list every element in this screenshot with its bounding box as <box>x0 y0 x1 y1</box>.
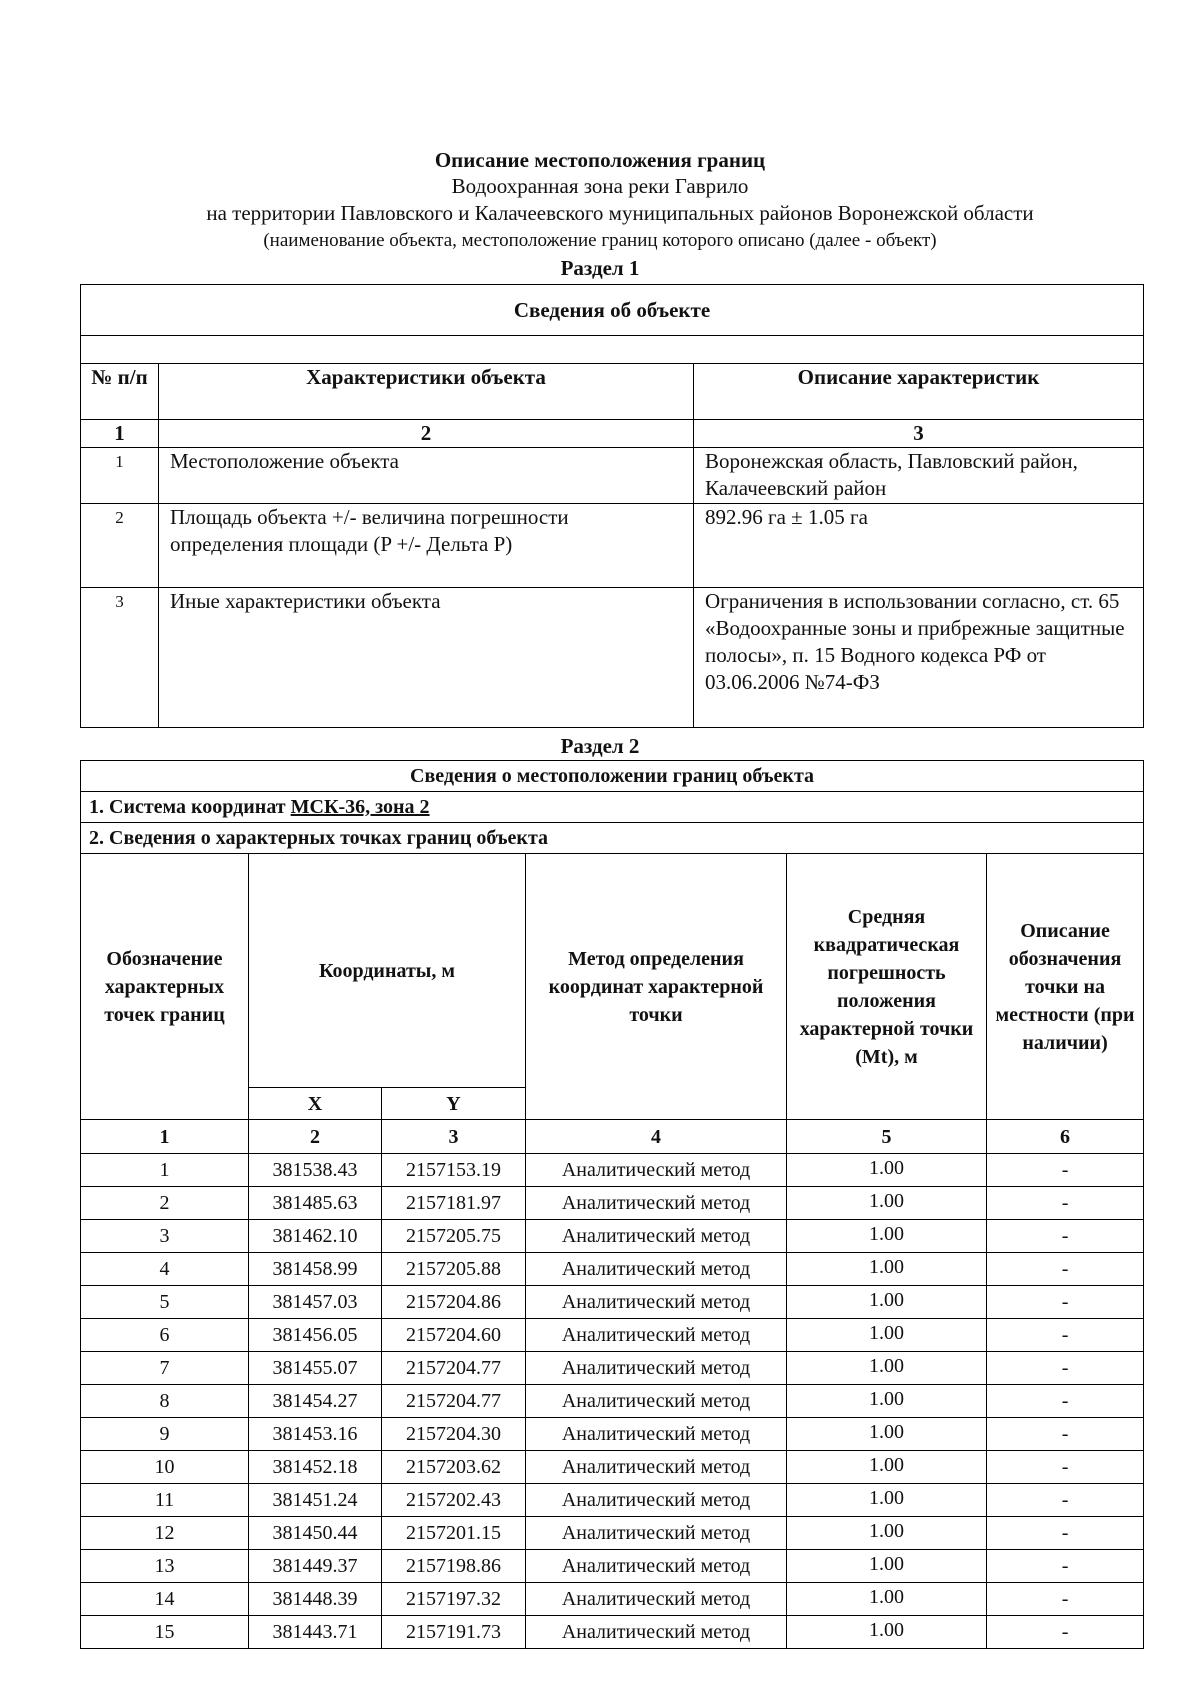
point-description: - <box>987 1484 1144 1517</box>
col-header-coords: Координаты, м <box>249 854 526 1088</box>
characteristic-value: Воронежская область, Павловский район, Калачеевский район <box>694 448 1144 504</box>
row-number: 2 <box>81 504 159 588</box>
method: Аналитический метод <box>526 1517 787 1550</box>
point-description: - <box>987 1583 1144 1616</box>
point-number: 9 <box>81 1418 249 1451</box>
col-number: 4 <box>526 1120 787 1154</box>
coord-x: 381455.07 <box>249 1352 382 1385</box>
mt-error: 1.00 <box>787 1352 987 1385</box>
coord-system-row <box>81 792 1144 823</box>
characteristic-value: Ограничения в использовании согласно, ст. 65 «Водоохранные зоны и прибрежные защитные полосы», п. 15 Водного кодекса РФ от 03.06.2006 №74-ФЗ <box>694 588 1144 728</box>
table-row <box>81 1154 1144 1187</box>
coord-y: 2157205.88 <box>382 1253 526 1286</box>
table-row <box>81 1616 1144 1649</box>
col-number: 6 <box>987 1120 1144 1154</box>
coord-x: 381454.27 <box>249 1385 382 1418</box>
method: Аналитический метод <box>526 1583 787 1616</box>
mt-error: 1.00 <box>787 1319 987 1352</box>
coord-x: 381485.63 <box>249 1187 382 1220</box>
section1-label: Раздел 1 <box>560 256 640 280</box>
col-header-error: Средняя квадратическая погрешность положения характерной точки (Mt), м <box>787 854 987 1120</box>
col-number: 5 <box>787 1120 987 1154</box>
point-number: 3 <box>81 1220 249 1253</box>
coord-y: 2157204.77 <box>382 1352 526 1385</box>
point-number: 12 <box>81 1517 249 1550</box>
table-row <box>81 1286 1144 1319</box>
territory-line: на территории Павловского и Калачеевского муниципальных районов Воронежской области <box>206 201 1034 225</box>
method: Аналитический метод <box>526 1616 787 1649</box>
table-row <box>81 1583 1144 1616</box>
coord-x: 381462.10 <box>249 1220 382 1253</box>
coord-y: 2157204.30 <box>382 1418 526 1451</box>
method: Аналитический метод <box>526 1550 787 1583</box>
object-caption: (наименование объекта, местоположение границ которого описано (далее - объект) <box>263 230 937 251</box>
mt-error: 1.00 <box>787 1385 987 1418</box>
mt-error: 1.00 <box>787 1484 987 1517</box>
coord-system-value: МСК-36, зона 2 <box>290 796 430 818</box>
point-number: 8 <box>81 1385 249 1418</box>
col-header-description: Описание характеристик <box>694 364 1144 420</box>
section1-title: Сведения об объекте <box>81 285 1144 336</box>
empty-row <box>81 336 1144 364</box>
point-description: - <box>987 1253 1144 1286</box>
col-number: 3 <box>382 1120 526 1154</box>
coord-y: 2157181.97 <box>382 1187 526 1220</box>
coord-x: 381448.39 <box>249 1583 382 1616</box>
method: Аналитический метод <box>526 1319 787 1352</box>
method: Аналитический метод <box>526 1220 787 1253</box>
point-number: 14 <box>81 1583 249 1616</box>
col-header-description: Описание обозначения точки на местности (при наличии) <box>987 854 1144 1120</box>
coord-x: 381443.71 <box>249 1616 382 1649</box>
col-header-x: X <box>249 1088 382 1120</box>
characteristic-value: 892.96 га ± 1.05 га <box>694 504 1144 588</box>
point-number: 7 <box>81 1352 249 1385</box>
mt-error: 1.00 <box>787 1451 987 1484</box>
table-row <box>81 1385 1144 1418</box>
point-number: 2 <box>81 1187 249 1220</box>
point-description: - <box>987 1550 1144 1583</box>
point-number: 5 <box>81 1286 249 1319</box>
coord-system-prefix: 1. Система координат <box>89 796 291 818</box>
col-header-point: Обозначение характерных точек границ <box>81 854 249 1120</box>
point-description: - <box>987 1418 1144 1451</box>
coord-x: 381457.03 <box>249 1286 382 1319</box>
coord-y: 2157197.32 <box>382 1583 526 1616</box>
table-row <box>81 1451 1144 1484</box>
col-number: 3 <box>694 420 1144 448</box>
point-description: - <box>987 1286 1144 1319</box>
method: Аналитический метод <box>526 1187 787 1220</box>
method: Аналитический метод <box>526 1352 787 1385</box>
row-number: 1 <box>81 448 159 504</box>
col-header-characteristics: Характеристики объекта <box>159 364 694 420</box>
coord-y: 2157198.86 <box>382 1550 526 1583</box>
col-number: 2 <box>159 420 694 448</box>
point-number: 10 <box>81 1451 249 1484</box>
coord-y: 2157201.15 <box>382 1517 526 1550</box>
method: Аналитический метод <box>526 1418 787 1451</box>
col-header-y: Y <box>382 1088 526 1120</box>
coord-x: 381538.43 <box>249 1154 382 1187</box>
col-header-num: № п/п <box>81 364 159 420</box>
coord-x: 381453.16 <box>249 1418 382 1451</box>
point-description: - <box>987 1616 1144 1649</box>
coord-y: 2157203.62 <box>382 1451 526 1484</box>
method: Аналитический метод <box>526 1286 787 1319</box>
object-info-table <box>80 284 1144 728</box>
table-row <box>81 1418 1144 1451</box>
method: Аналитический метод <box>526 1385 787 1418</box>
point-number: 6 <box>81 1319 249 1352</box>
table-row <box>81 1187 1144 1220</box>
col-number: 1 <box>81 1120 249 1154</box>
mt-error: 1.00 <box>787 1220 987 1253</box>
row-number: 3 <box>81 588 159 728</box>
point-number: 11 <box>81 1484 249 1517</box>
coord-y: 2157204.77 <box>382 1385 526 1418</box>
object-name: Водоохранная зона реки Гаврило <box>451 174 749 198</box>
boundary-points-table <box>80 760 1144 1649</box>
coord-x: 381452.18 <box>249 1451 382 1484</box>
mt-error: 1.00 <box>787 1253 987 1286</box>
coord-y: 2157204.60 <box>382 1319 526 1352</box>
point-description: - <box>987 1451 1144 1484</box>
points-title: 2. Сведения о характерных точках границ объекта <box>81 823 1144 854</box>
col-number: 1 <box>81 420 159 448</box>
point-description: - <box>987 1187 1144 1220</box>
table-row <box>81 1550 1144 1583</box>
characteristic-name: Местоположение объекта <box>159 448 694 504</box>
point-description: - <box>987 1352 1144 1385</box>
characteristic-name: Иные характеристики объекта <box>159 588 694 728</box>
characteristic-name: Площадь объекта +/- величина погрешности определения площади (P +/- Дельта P) <box>159 504 694 588</box>
point-description: - <box>987 1154 1144 1187</box>
point-number: 13 <box>81 1550 249 1583</box>
mt-error: 1.00 <box>787 1154 987 1187</box>
table-row <box>81 1253 1144 1286</box>
table-row <box>81 1319 1144 1352</box>
method: Аналитический метод <box>526 1253 787 1286</box>
table-row <box>81 1517 1144 1550</box>
coord-y: 2157202.43 <box>382 1484 526 1517</box>
coord-y: 2157205.75 <box>382 1220 526 1253</box>
mt-error: 1.00 <box>787 1187 987 1220</box>
coord-y: 2157191.73 <box>382 1616 526 1649</box>
point-description: - <box>987 1220 1144 1253</box>
coord-x: 381450.44 <box>249 1517 382 1550</box>
coord-x: 381451.24 <box>249 1484 382 1517</box>
coord-y: 2157153.19 <box>382 1154 526 1187</box>
coord-x: 381458.99 <box>249 1253 382 1286</box>
point-description: - <box>987 1385 1144 1418</box>
section2-label: Раздел 2 <box>560 734 640 758</box>
mt-error: 1.00 <box>787 1517 987 1550</box>
mt-error: 1.00 <box>787 1616 987 1649</box>
col-number: 2 <box>249 1120 382 1154</box>
mt-error: 1.00 <box>787 1583 987 1616</box>
point-description: - <box>987 1517 1144 1550</box>
section2-title: Сведения о местоположении границ объекта <box>81 761 1144 792</box>
coord-x: 381449.37 <box>249 1550 382 1583</box>
table-row <box>81 1352 1144 1385</box>
method: Аналитический метод <box>526 1451 787 1484</box>
method: Аналитический метод <box>526 1154 787 1187</box>
document-title: Описание местоположения границ <box>434 148 766 172</box>
point-number: 4 <box>81 1253 249 1286</box>
mt-error: 1.00 <box>787 1418 987 1451</box>
table-row <box>81 1484 1144 1517</box>
point-description: - <box>987 1319 1144 1352</box>
method: Аналитический метод <box>526 1484 787 1517</box>
point-number: 1 <box>81 1154 249 1187</box>
coord-y: 2157204.86 <box>382 1286 526 1319</box>
point-number: 15 <box>81 1616 249 1649</box>
mt-error: 1.00 <box>787 1286 987 1319</box>
mt-error: 1.00 <box>787 1550 987 1583</box>
col-header-method: Метод определения координат характерной точки <box>526 854 787 1120</box>
table-row <box>81 1220 1144 1253</box>
coord-x: 381456.05 <box>249 1319 382 1352</box>
